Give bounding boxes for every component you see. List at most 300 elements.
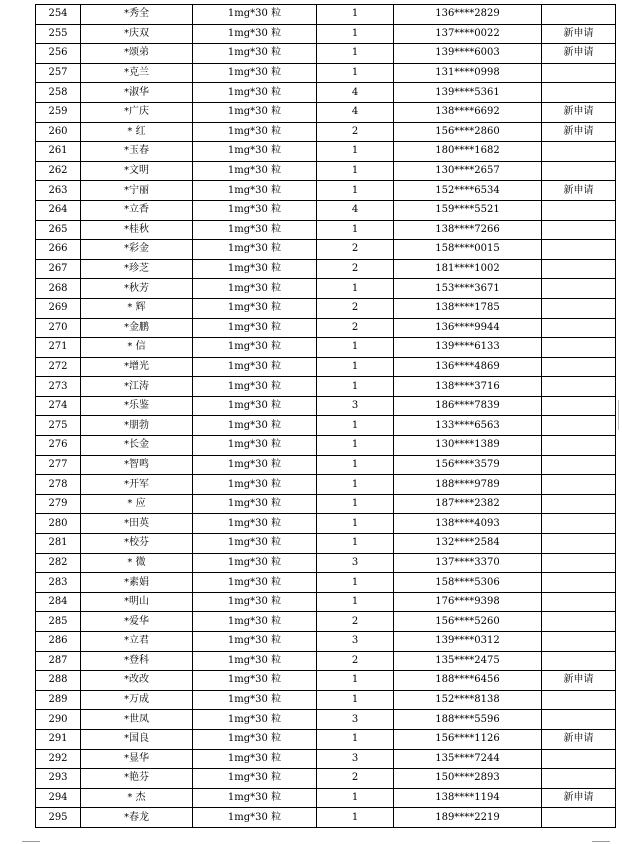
cell-quantity: 2 (317, 769, 394, 789)
cell-name: * 杰 (81, 788, 193, 808)
cell-note: 新申请 (542, 729, 616, 749)
cell-name: *彩金 (81, 240, 193, 260)
table-row (36, 357, 616, 377)
cell-quantity: 1 (317, 690, 394, 710)
cell-note (542, 612, 616, 632)
cell-note (542, 142, 616, 162)
table-row (36, 788, 616, 808)
cell-name: *智鸣 (81, 455, 193, 475)
cell-phone: 139****6133 (394, 338, 542, 358)
cell-number: 280 (36, 514, 81, 534)
cell-phone: 130****1389 (394, 436, 542, 456)
cell-phone: 135****7244 (394, 749, 542, 769)
cell-phone: 150****2893 (394, 769, 542, 789)
cell-note: 新申请 (542, 122, 616, 142)
cell-spec: 1mg*30 粒 (193, 671, 317, 691)
table-row (36, 612, 616, 632)
table-row (36, 63, 616, 83)
cell-phone: 139****6003 (394, 44, 542, 64)
cell-phone: 188****9789 (394, 475, 542, 495)
cell-quantity: 3 (317, 632, 394, 652)
cell-number: 283 (36, 573, 81, 593)
table-row (36, 632, 616, 652)
cell-name: *万成 (81, 690, 193, 710)
table-row (36, 416, 616, 436)
cell-spec: 1mg*30 粒 (193, 102, 317, 122)
cell-name: *文明 (81, 161, 193, 181)
cell-quantity: 1 (317, 436, 394, 456)
cell-note (542, 632, 616, 652)
cell-number: 254 (36, 5, 81, 25)
cell-note (542, 416, 616, 436)
cell-number: 287 (36, 651, 81, 671)
cell-spec: 1mg*30 粒 (193, 612, 317, 632)
page-edge-mark (618, 400, 622, 430)
cell-spec: 1mg*30 粒 (193, 5, 317, 25)
table-row (36, 671, 616, 691)
cell-note: 新申请 (542, 788, 616, 808)
cell-spec: 1mg*30 粒 (193, 573, 317, 593)
cell-name: *国良 (81, 729, 193, 749)
cell-phone: 156****2860 (394, 122, 542, 142)
table-row (36, 240, 616, 260)
cell-note (542, 357, 616, 377)
cell-quantity: 4 (317, 102, 394, 122)
cell-number: 256 (36, 44, 81, 64)
cell-quantity: 1 (317, 220, 394, 240)
cell-number: 276 (36, 436, 81, 456)
table-row (36, 200, 616, 220)
cell-name: * 信 (81, 338, 193, 358)
cell-spec: 1mg*30 粒 (193, 690, 317, 710)
cell-phone: 158****0015 (394, 240, 542, 260)
cell-quantity: 1 (317, 44, 394, 64)
cell-note (542, 455, 616, 475)
cell-quantity: 1 (317, 534, 394, 554)
page-corner-mark-right (592, 841, 610, 842)
cell-spec: 1mg*30 粒 (193, 455, 317, 475)
cell-name: * 微 (81, 553, 193, 573)
cell-phone: 156****5260 (394, 612, 542, 632)
cell-quantity: 3 (317, 396, 394, 416)
cell-note (542, 200, 616, 220)
cell-phone: 188****6456 (394, 671, 542, 691)
table-row (36, 44, 616, 64)
cell-quantity: 1 (317, 338, 394, 358)
cell-number: 273 (36, 377, 81, 397)
cell-spec: 1mg*30 粒 (193, 122, 317, 142)
cell-name: *克兰 (81, 63, 193, 83)
cell-note (542, 690, 616, 710)
cell-number: 284 (36, 592, 81, 612)
cell-name: *宁丽 (81, 181, 193, 201)
cell-note (542, 553, 616, 573)
cell-note (542, 651, 616, 671)
cell-spec: 1mg*30 粒 (193, 142, 317, 162)
cell-name: *朋勃 (81, 416, 193, 436)
cell-note (542, 769, 616, 789)
cell-phone: 156****3579 (394, 455, 542, 475)
table-row (36, 181, 616, 201)
cell-phone: 138****3716 (394, 377, 542, 397)
cell-number: 261 (36, 142, 81, 162)
cell-note: 新申请 (542, 24, 616, 44)
cell-name: *立香 (81, 200, 193, 220)
cell-quantity: 1 (317, 494, 394, 514)
table-row (36, 396, 616, 416)
cell-spec: 1mg*30 粒 (193, 357, 317, 377)
cell-quantity: 1 (317, 808, 394, 828)
cell-number: 269 (36, 298, 81, 318)
cell-note (542, 514, 616, 534)
cell-phone: 139****0312 (394, 632, 542, 652)
table-row (36, 729, 616, 749)
cell-name: *登科 (81, 651, 193, 671)
cell-quantity: 1 (317, 63, 394, 83)
cell-spec: 1mg*30 粒 (193, 83, 317, 103)
cell-name: *庆双 (81, 24, 193, 44)
cell-phone: 139****5361 (394, 83, 542, 103)
table-row (36, 259, 616, 279)
cell-spec: 1mg*30 粒 (193, 651, 317, 671)
cell-quantity: 3 (317, 749, 394, 769)
table-row (36, 553, 616, 573)
cell-number: 274 (36, 396, 81, 416)
cell-number: 264 (36, 200, 81, 220)
cell-note (542, 279, 616, 299)
table-row (36, 494, 616, 514)
cell-number: 258 (36, 83, 81, 103)
cell-spec: 1mg*30 粒 (193, 494, 317, 514)
cell-spec: 1mg*30 粒 (193, 298, 317, 318)
cell-number: 292 (36, 749, 81, 769)
cell-spec: 1mg*30 粒 (193, 769, 317, 789)
table-row (36, 651, 616, 671)
cell-quantity: 1 (317, 671, 394, 691)
table-row (36, 220, 616, 240)
recipient-table (35, 4, 616, 828)
cell-name: *春龙 (81, 808, 193, 828)
cell-quantity: 1 (317, 5, 394, 25)
cell-spec: 1mg*30 粒 (193, 475, 317, 495)
cell-number: 271 (36, 338, 81, 358)
cell-note (542, 83, 616, 103)
cell-phone: 186****7839 (394, 396, 542, 416)
cell-phone: 138****6692 (394, 102, 542, 122)
cell-spec: 1mg*30 粒 (193, 514, 317, 534)
cell-number: 289 (36, 690, 81, 710)
table-row (36, 5, 616, 25)
cell-spec: 1mg*30 粒 (193, 161, 317, 181)
cell-quantity: 2 (317, 612, 394, 632)
table-row (36, 436, 616, 456)
cell-name: * 红 (81, 122, 193, 142)
cell-quantity: 1 (317, 416, 394, 436)
cell-note: 新申请 (542, 671, 616, 691)
cell-phone: 138****1785 (394, 298, 542, 318)
cell-spec: 1mg*30 粒 (193, 24, 317, 44)
cell-number: 286 (36, 632, 81, 652)
cell-quantity: 4 (317, 83, 394, 103)
cell-spec: 1mg*30 粒 (193, 808, 317, 828)
cell-note (542, 63, 616, 83)
cell-spec: 1mg*30 粒 (193, 710, 317, 730)
cell-quantity: 3 (317, 710, 394, 730)
cell-note (542, 749, 616, 769)
cell-phone: 152****6534 (394, 181, 542, 201)
cell-spec: 1mg*30 粒 (193, 279, 317, 299)
cell-number: 275 (36, 416, 81, 436)
cell-phone: 136****4869 (394, 357, 542, 377)
table-body (36, 5, 616, 828)
cell-name: *显华 (81, 749, 193, 769)
cell-note (542, 396, 616, 416)
cell-phone: 132****2584 (394, 534, 542, 554)
cell-number: 260 (36, 122, 81, 142)
cell-name: *明山 (81, 592, 193, 612)
cell-spec: 1mg*30 粒 (193, 44, 317, 64)
page-corner-mark-left (22, 841, 40, 842)
cell-quantity: 1 (317, 514, 394, 534)
table-row (36, 514, 616, 534)
cell-quantity: 2 (317, 651, 394, 671)
cell-note: 新申请 (542, 181, 616, 201)
cell-spec: 1mg*30 粒 (193, 396, 317, 416)
cell-note (542, 338, 616, 358)
table-row (36, 279, 616, 299)
recipient-table-wrapper (35, 4, 615, 828)
cell-name: *开军 (81, 475, 193, 495)
cell-phone: 152****8138 (394, 690, 542, 710)
table-row (36, 142, 616, 162)
cell-spec: 1mg*30 粒 (193, 181, 317, 201)
cell-note (542, 318, 616, 338)
cell-spec: 1mg*30 粒 (193, 553, 317, 573)
cell-number: 291 (36, 729, 81, 749)
cell-name: *素娟 (81, 573, 193, 593)
cell-name: *颂弟 (81, 44, 193, 64)
cell-spec: 1mg*30 粒 (193, 377, 317, 397)
table-row (36, 808, 616, 828)
cell-spec: 1mg*30 粒 (193, 63, 317, 83)
cell-quantity: 4 (317, 200, 394, 220)
cell-quantity: 1 (317, 455, 394, 475)
cell-name: * 辉 (81, 298, 193, 318)
cell-note (542, 5, 616, 25)
cell-phone: 159****5521 (394, 200, 542, 220)
cell-quantity: 2 (317, 259, 394, 279)
table-row (36, 592, 616, 612)
table-row (36, 298, 616, 318)
cell-spec: 1mg*30 粒 (193, 436, 317, 456)
cell-quantity: 3 (317, 553, 394, 573)
table-row (36, 161, 616, 181)
table-row (36, 573, 616, 593)
table-row (36, 455, 616, 475)
cell-name: *世凤 (81, 710, 193, 730)
cell-phone: 187****2382 (394, 494, 542, 514)
cell-quantity: 1 (317, 788, 394, 808)
cell-number: 285 (36, 612, 81, 632)
cell-phone: 188****5596 (394, 710, 542, 730)
cell-name: *立君 (81, 632, 193, 652)
cell-note (542, 298, 616, 318)
cell-spec: 1mg*30 粒 (193, 318, 317, 338)
cell-phone: 138****1194 (394, 788, 542, 808)
cell-quantity: 1 (317, 357, 394, 377)
cell-phone: 156****1126 (394, 729, 542, 749)
cell-spec: 1mg*30 粒 (193, 338, 317, 358)
cell-number: 293 (36, 769, 81, 789)
cell-spec: 1mg*30 粒 (193, 259, 317, 279)
table-row (36, 710, 616, 730)
cell-number: 266 (36, 240, 81, 260)
cell-name: *艳芬 (81, 769, 193, 789)
cell-note (542, 573, 616, 593)
cell-note (542, 592, 616, 612)
cell-note (542, 436, 616, 456)
cell-name: *金鹏 (81, 318, 193, 338)
cell-quantity: 1 (317, 729, 394, 749)
cell-phone: 181****1002 (394, 259, 542, 279)
cell-number: 255 (36, 24, 81, 44)
cell-quantity: 1 (317, 573, 394, 593)
cell-name: *秀全 (81, 5, 193, 25)
cell-quantity: 2 (317, 318, 394, 338)
cell-spec: 1mg*30 粒 (193, 200, 317, 220)
cell-quantity: 1 (317, 161, 394, 181)
cell-note (542, 220, 616, 240)
cell-name: *增光 (81, 357, 193, 377)
cell-quantity: 2 (317, 240, 394, 260)
cell-note (542, 475, 616, 495)
cell-quantity: 1 (317, 24, 394, 44)
cell-note (542, 377, 616, 397)
cell-note (542, 534, 616, 554)
table-row (36, 83, 616, 103)
cell-spec: 1mg*30 粒 (193, 220, 317, 240)
cell-spec: 1mg*30 粒 (193, 632, 317, 652)
cell-name: *爱华 (81, 612, 193, 632)
cell-name: *长金 (81, 436, 193, 456)
cell-number: 281 (36, 534, 81, 554)
cell-phone: 153****3671 (394, 279, 542, 299)
cell-phone: 135****2475 (394, 651, 542, 671)
cell-phone: 138****7266 (394, 220, 542, 240)
cell-name: *秋芳 (81, 279, 193, 299)
table-row (36, 24, 616, 44)
cell-name: *桂秋 (81, 220, 193, 240)
cell-phone: 189****2219 (394, 808, 542, 828)
cell-quantity: 1 (317, 592, 394, 612)
cell-name: *珍芝 (81, 259, 193, 279)
cell-number: 277 (36, 455, 81, 475)
cell-quantity: 1 (317, 181, 394, 201)
cell-number: 290 (36, 710, 81, 730)
cell-name: *淑华 (81, 83, 193, 103)
cell-phone: 180****1682 (394, 142, 542, 162)
cell-phone: 130****2657 (394, 161, 542, 181)
cell-phone: 138****4093 (394, 514, 542, 534)
cell-name: *广庆 (81, 102, 193, 122)
table-row (36, 534, 616, 554)
cell-phone: 176****9398 (394, 592, 542, 612)
cell-number: 265 (36, 220, 81, 240)
cell-number: 282 (36, 553, 81, 573)
table-row (36, 318, 616, 338)
table-row (36, 122, 616, 142)
table-row (36, 690, 616, 710)
table-row (36, 769, 616, 789)
cell-number: 294 (36, 788, 81, 808)
cell-spec: 1mg*30 粒 (193, 788, 317, 808)
cell-quantity: 2 (317, 122, 394, 142)
cell-spec: 1mg*30 粒 (193, 749, 317, 769)
cell-name: * 应 (81, 494, 193, 514)
cell-name: *校芬 (81, 534, 193, 554)
cell-spec: 1mg*30 粒 (193, 416, 317, 436)
cell-number: 263 (36, 181, 81, 201)
cell-quantity: 1 (317, 475, 394, 495)
cell-number: 259 (36, 102, 81, 122)
cell-name: *乐鉴 (81, 396, 193, 416)
cell-phone: 131****0998 (394, 63, 542, 83)
cell-note: 新申请 (542, 102, 616, 122)
cell-note (542, 494, 616, 514)
cell-quantity: 1 (317, 142, 394, 162)
cell-name: *玉春 (81, 142, 193, 162)
cell-name: *改改 (81, 671, 193, 691)
table-row (36, 338, 616, 358)
cell-name: *田英 (81, 514, 193, 534)
table-row (36, 377, 616, 397)
cell-note (542, 161, 616, 181)
cell-phone: 136****2829 (394, 5, 542, 25)
table-row (36, 749, 616, 769)
cell-phone: 137****0022 (394, 24, 542, 44)
cell-number: 278 (36, 475, 81, 495)
cell-quantity: 1 (317, 377, 394, 397)
cell-note (542, 808, 616, 828)
cell-note: 新申请 (542, 44, 616, 64)
cell-name: *江涛 (81, 377, 193, 397)
cell-number: 257 (36, 63, 81, 83)
table-row (36, 475, 616, 495)
table-row (36, 102, 616, 122)
cell-number: 268 (36, 279, 81, 299)
cell-phone: 136****9944 (394, 318, 542, 338)
cell-number: 262 (36, 161, 81, 181)
cell-phone: 158****5306 (394, 573, 542, 593)
cell-number: 279 (36, 494, 81, 514)
cell-note (542, 259, 616, 279)
cell-spec: 1mg*30 粒 (193, 240, 317, 260)
cell-number: 295 (36, 808, 81, 828)
cell-number: 267 (36, 259, 81, 279)
cell-quantity: 2 (317, 298, 394, 318)
cell-number: 270 (36, 318, 81, 338)
cell-note (542, 240, 616, 260)
cell-spec: 1mg*30 粒 (193, 729, 317, 749)
cell-phone: 137****3370 (394, 553, 542, 573)
cell-quantity: 1 (317, 279, 394, 299)
cell-spec: 1mg*30 粒 (193, 534, 317, 554)
cell-spec: 1mg*30 粒 (193, 592, 317, 612)
cell-phone: 133****6563 (394, 416, 542, 436)
cell-number: 288 (36, 671, 81, 691)
cell-note (542, 710, 616, 730)
cell-number: 272 (36, 357, 81, 377)
